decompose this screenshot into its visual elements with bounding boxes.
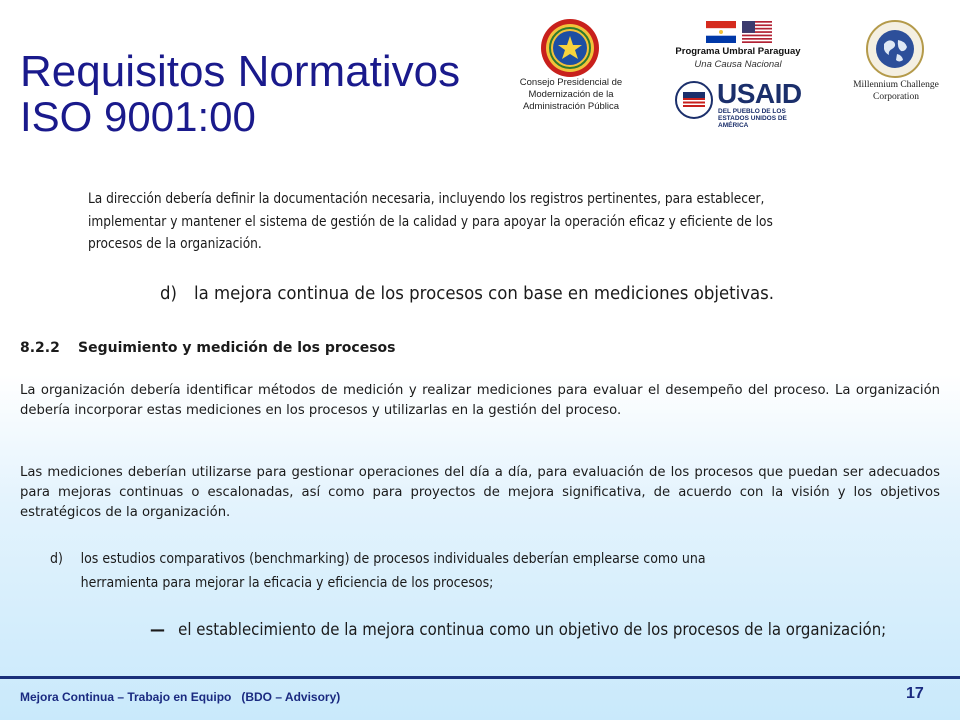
flags-icon xyxy=(706,21,772,43)
programa-label: Programa Umbral Paraguay xyxy=(675,46,801,57)
section-paragraph-1: La organización debería identificar métodos de medición y realizar mediciones para evaluar el desempeño del proceso. La organización debería incorporar estas mediciones en los procesos y utilizarlas en la gestión del proceso. xyxy=(20,383,940,418)
dash-item xyxy=(150,620,886,640)
usaid-wordmark: USAID xyxy=(717,78,802,109)
title-line-2: ISO 9001:00 xyxy=(20,93,256,140)
paraguay-seal-logo xyxy=(540,18,600,78)
consejo-caption: Consejo Presidencial de Modernización de la Administración Pública xyxy=(519,77,623,112)
page-number: 17 xyxy=(906,685,924,702)
list-marker: d) xyxy=(160,283,177,304)
usaid-seal-logo xyxy=(675,81,713,119)
dash-item-text: el establecimiento de la mejora continua como un objetivo de los procesos de la organización; xyxy=(178,620,887,640)
usaid-subtitle: DEL PUEBLO DE LOS ESTADOS UNIDOS DE AMÉRICA xyxy=(718,108,787,130)
title-line-1: Requisitos Normativos xyxy=(20,47,461,96)
list-item-text: los estudios comparativos (benchmarking) de procesos individuales deberían emplearse como una herramienta para mejorar la eficacia y eficiencia de los procesos; xyxy=(80,551,706,591)
footer-text: Mejora Continua – Trabajo en Equipo (BDO – Advisory) xyxy=(20,690,341,704)
section-number: 8.2.2 xyxy=(20,340,60,356)
mcc-globe-logo xyxy=(866,20,924,78)
list-item-text: la mejora continua de los procesos con base en mediciones objetivas. xyxy=(194,283,775,304)
mcc-caption: Millennium Challenge Corporation xyxy=(853,80,939,102)
list-item-d1 xyxy=(160,283,774,304)
causa-label: Una Causa Nacional xyxy=(694,59,782,70)
dash-marker: — xyxy=(150,620,165,640)
section-heading xyxy=(20,340,396,356)
list-item-d2 xyxy=(50,547,761,595)
list-marker: d) xyxy=(50,551,63,567)
section-paragraph-2: Las mediciones deberían utilizarse para gestionar operaciones del día a día, para evaluación de los procesos que puedan ser adecuados para mejoras continuas o escalonadas, así como para proyectos de mejora significativa, de acuerdo con la visión y los objetivos estratégicos de la organización. xyxy=(20,465,940,520)
slide-title xyxy=(20,47,461,140)
section-title: Seguimiento y medición de los procesos xyxy=(78,340,396,356)
intro-paragraph: La dirección debería definir la documentación necesaria, incluyendo los registros pertinentes, para establecer, implementar y mantener el sistema de gestión de la calidad y para apoyar la operación eficaz y eficiente de los procesos de la organización. xyxy=(88,191,773,252)
footer-divider xyxy=(0,676,960,679)
